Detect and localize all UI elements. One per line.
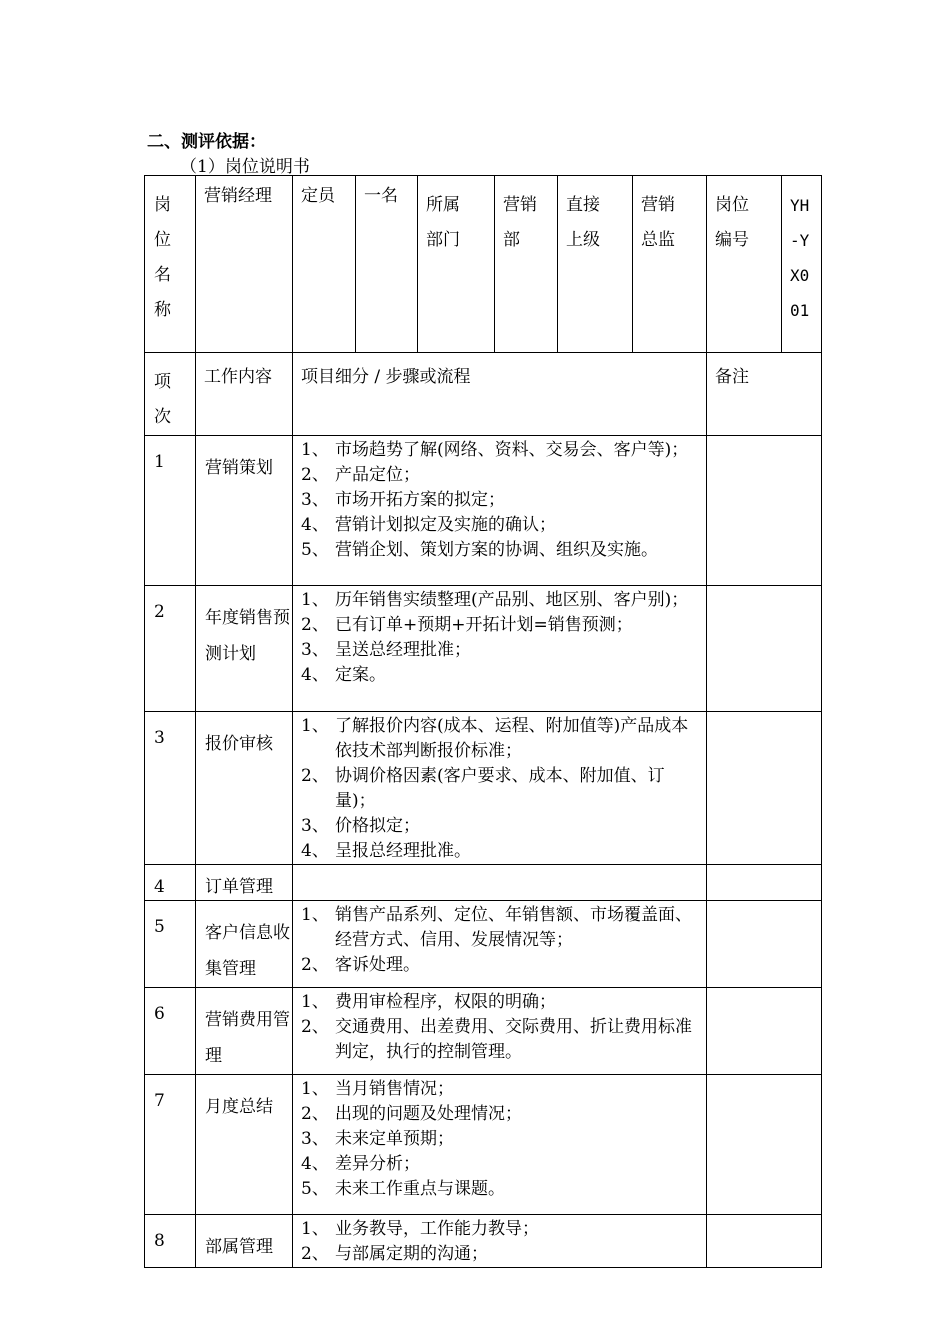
step-number: 4、 (301, 841, 329, 861)
remark-cell (707, 436, 822, 586)
step-number: 2、 (301, 1017, 329, 1037)
seq-header: 项 次 (154, 372, 171, 427)
step-item (301, 1102, 700, 1127)
step-number: 1、 (301, 590, 329, 610)
seq-number: 3 (154, 728, 165, 748)
remark-cell (707, 901, 822, 988)
work-content-cell (196, 1075, 293, 1215)
dept-value: 营销 部 (503, 195, 537, 250)
work-content-cell (196, 712, 293, 865)
table-row (145, 436, 822, 586)
seq-number: 8 (154, 1231, 165, 1251)
step-item (301, 1152, 700, 1177)
superior-label: 直接 上级 (566, 195, 600, 250)
seq-cell (145, 901, 196, 988)
column-header-row (145, 353, 822, 436)
steps-cell (293, 901, 707, 988)
table-row (145, 988, 822, 1075)
code-value-cell (782, 176, 822, 353)
step-text: 未来定单预期； (335, 1129, 454, 1149)
steps-list (293, 712, 706, 864)
step-item (301, 488, 700, 513)
remark-text (707, 712, 821, 722)
steps-cell (293, 436, 707, 586)
work-content-name: 月度总结 (205, 1097, 273, 1117)
steps-list (293, 1075, 706, 1202)
work-content-cell (196, 436, 293, 586)
table-row (145, 1215, 822, 1268)
step-item (301, 1177, 700, 1202)
step-text: 定案。 (335, 665, 386, 685)
seq-header-cell (145, 353, 196, 436)
remark-cell (707, 712, 822, 865)
code-label-cell (707, 176, 782, 353)
step-text: 未来工作重点与课题。 (335, 1179, 505, 1199)
seq-number: 7 (154, 1091, 165, 1111)
remark-text (707, 436, 821, 446)
step-number: 3、 (301, 640, 329, 660)
remark-cell (707, 586, 822, 712)
detail-header: 项目细分 / 步骤或流程 (301, 367, 471, 387)
steps-cell (293, 865, 707, 901)
post-name-label: 岗 位 名 称 (154, 195, 171, 320)
work-content-cell (196, 1215, 293, 1268)
step-number: 1、 (301, 1079, 329, 1099)
seq-number: 6 (154, 1004, 165, 1024)
seq-cell (145, 436, 196, 586)
steps-list (293, 865, 706, 867)
step-number: 2、 (301, 766, 329, 786)
step-text: 产品定位； (335, 465, 420, 485)
step-text: 业务教导，工作能力教导； (335, 1219, 539, 1239)
post-name-label-cell (145, 176, 196, 353)
work-content-name: 报价审核 (205, 734, 273, 754)
step-text: 营销企划、策划方案的协调、组织及实施。 (335, 540, 658, 560)
seq-cell (145, 1215, 196, 1268)
step-text: 市场开拓方案的拟定； (335, 490, 505, 510)
remark-text (707, 586, 821, 596)
step-text: 交通费用、出差费用、交际费用、折让费用标准判定，执行的控制管理。 (335, 1017, 692, 1062)
seq-cell (145, 1075, 196, 1215)
step-text: 当月销售情况； (335, 1079, 454, 1099)
remark-cell (707, 1075, 822, 1215)
step-number: 1、 (301, 905, 329, 925)
work-content-name: 客户信息收集管理 (205, 923, 290, 979)
superior-label-cell (558, 176, 633, 353)
step-text: 价格拟定； (335, 816, 420, 836)
content-header-cell (196, 353, 293, 436)
step-text: 差异分析； (335, 1154, 420, 1174)
step-text: 客诉处理。 (335, 955, 420, 975)
step-item (301, 613, 700, 638)
work-content-cell (196, 988, 293, 1075)
remark-text (707, 1215, 821, 1225)
remark-cell (707, 1215, 822, 1268)
detail-header-cell (293, 353, 707, 436)
dept-label-cell (418, 176, 495, 353)
step-item (301, 1217, 700, 1242)
step-number: 5、 (301, 540, 329, 560)
work-content-name: 年度销售预测计划 (205, 608, 290, 664)
work-content-name: 订单管理 (205, 877, 273, 897)
dept-value-cell (495, 176, 558, 353)
step-text: 历年销售实绩整理(产品别、地区别、客户别)； (335, 590, 689, 610)
remark-cell (707, 988, 822, 1075)
remark-cell (707, 865, 822, 901)
step-number: 3、 (301, 1129, 329, 1149)
remark-text (707, 1075, 821, 1085)
step-text: 出现的问题及处理情况； (335, 1104, 522, 1124)
step-number: 1、 (301, 992, 329, 1012)
step-number: 4、 (301, 665, 329, 685)
step-item (301, 1015, 700, 1065)
step-number: 2、 (301, 955, 329, 975)
step-item (301, 714, 700, 764)
step-item (301, 953, 700, 978)
subsection-heading: （1）岗位说明书 (180, 157, 310, 177)
step-number: 2、 (301, 465, 329, 485)
step-item (301, 839, 700, 864)
remark-text (707, 865, 821, 875)
step-text: 呈送总经理批准； (335, 640, 471, 660)
work-content-name: 营销费用管理 (205, 1010, 290, 1066)
header-row (145, 176, 822, 353)
step-text: 已有订单+预期+开拓计划=销售预测； (335, 615, 633, 635)
dept-label: 所属 部门 (426, 195, 460, 250)
step-number: 1、 (301, 440, 329, 460)
step-item (301, 513, 700, 538)
step-item (301, 588, 700, 613)
step-item (301, 764, 700, 814)
step-text: 销售产品系列、定位、年销售额、市场覆盖面、经营方式、信用、发展情况等； (335, 905, 692, 950)
steps-cell (293, 1215, 707, 1268)
remark-header: 备注 (715, 367, 749, 387)
step-item (301, 463, 700, 488)
seq-cell (145, 586, 196, 712)
seq-number: 4 (154, 877, 165, 897)
table-row (145, 712, 822, 865)
step-text: 费用审检程序，权限的明确； (335, 992, 556, 1012)
seq-cell (145, 712, 196, 865)
staff-label: 定员 (301, 186, 335, 206)
staff-value-cell (356, 176, 418, 353)
code-label: 岗位 编号 (715, 195, 749, 250)
step-item (301, 814, 700, 839)
steps-list (293, 1215, 706, 1267)
steps-cell (293, 988, 707, 1075)
work-content-cell (196, 901, 293, 988)
step-item (301, 990, 700, 1015)
step-number: 2、 (301, 615, 329, 635)
superior-value-cell (633, 176, 707, 353)
work-content-cell (196, 865, 293, 901)
work-content-cell (196, 586, 293, 712)
steps-list (293, 988, 706, 1065)
post-name-value-cell (196, 176, 293, 353)
post-name-value: 营销经理 (204, 186, 272, 206)
seq-cell (145, 865, 196, 901)
steps-list (293, 901, 706, 978)
remark-header-cell (707, 353, 822, 436)
step-number: 2、 (301, 1104, 329, 1124)
table-row (145, 865, 822, 901)
step-item (301, 1127, 700, 1152)
steps-cell (293, 586, 707, 712)
step-text: 呈报总经理批准。 (335, 841, 471, 861)
steps-list (293, 586, 706, 688)
step-item (301, 1077, 700, 1102)
section-heading: 二、测评依据： (147, 132, 266, 152)
step-item (301, 663, 700, 688)
step-item (301, 1242, 700, 1267)
step-text: 了解报价内容(成本、运程、附加值等)产品成本依技术部判断报价标准； (335, 716, 689, 761)
work-content-name: 营销策划 (205, 458, 273, 478)
step-text: 营销计划拟定及实施的确认； (335, 515, 556, 535)
remark-text (707, 901, 821, 911)
work-content-name: 部属管理 (205, 1237, 273, 1257)
staff-value: 一名 (364, 186, 398, 206)
table-row (145, 586, 822, 712)
step-number: 3、 (301, 490, 329, 510)
step-number: 5、 (301, 1179, 329, 1199)
steps-cell (293, 1075, 707, 1215)
table-row (145, 1075, 822, 1215)
step-number: 4、 (301, 515, 329, 535)
step-item (301, 438, 700, 463)
seq-number: 1 (154, 452, 165, 472)
seq-number: 2 (154, 602, 165, 622)
step-number: 1、 (301, 1219, 329, 1239)
seq-cell (145, 988, 196, 1075)
step-number: 4、 (301, 1154, 329, 1174)
step-number: 2、 (301, 1244, 329, 1264)
step-item (301, 903, 700, 953)
steps-list (293, 436, 706, 563)
step-text: 市场趋势了解(网络、资料、交易会、客户等)； (335, 440, 689, 460)
step-text: 与部属定期的沟通； (335, 1244, 488, 1264)
seq-number: 5 (154, 917, 165, 937)
job-description-table (144, 175, 822, 1268)
remark-text (707, 988, 821, 998)
table-row (145, 901, 822, 988)
step-number: 3、 (301, 816, 329, 836)
step-item (301, 538, 700, 563)
staff-label-cell (293, 176, 356, 353)
content-header: 工作内容 (204, 367, 272, 387)
step-text: 协调价格因素(客户要求、成本、附加值、订量)； (335, 766, 665, 811)
step-number: 1、 (301, 716, 329, 736)
code-value: YH -Y X0 01 (790, 196, 810, 320)
steps-cell (293, 712, 707, 865)
step-item (301, 638, 700, 663)
superior-value: 营销 总监 (641, 195, 675, 250)
